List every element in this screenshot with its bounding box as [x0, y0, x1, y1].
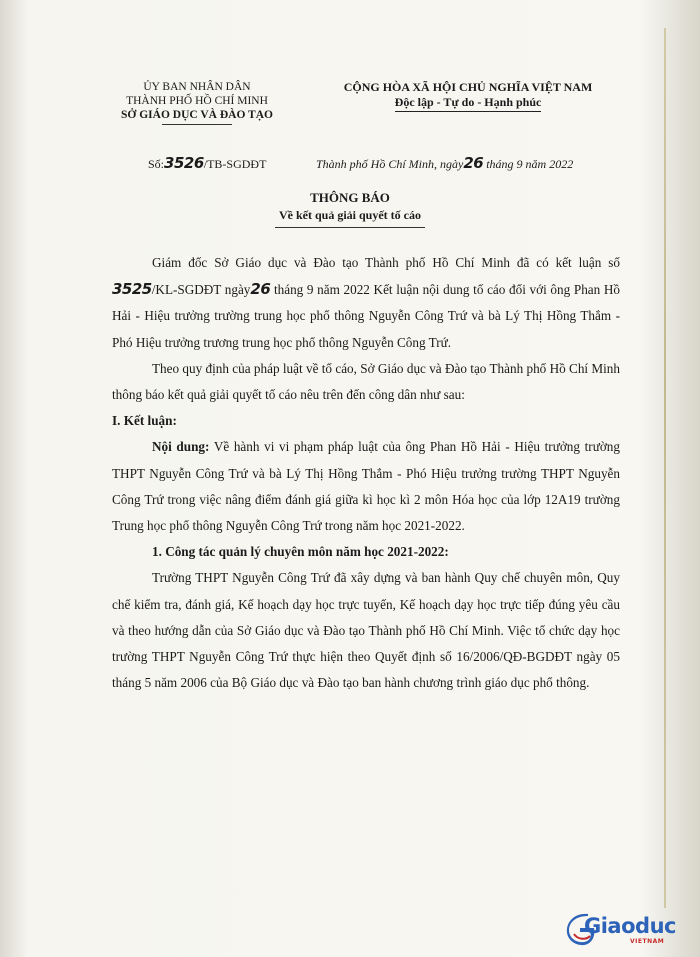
national-name: CỘNG HÒA XÃ HỘI CHỦ NGHĨA VIỆT NAM	[343, 80, 593, 94]
place-date	[316, 154, 573, 172]
document-body	[112, 250, 620, 696]
content-text: Về hành vi vi phạm pháp luật của ông Phan Hồ Hải - Hiệu trưởng trường THPT Nguyễn Công Trứ và bà Lý Thị Hồng Thắm - Phó Hiệu trưởng trường THPT Nguyễn Công Trứ trong việc nâng điểm đánh giá giữa kì học kì 2 môn Hóa học của lớp 12A19 trường Trung học phổ thông Nguyễn Công Trứ trong năm học 2021-2022.	[112, 439, 620, 534]
content-label: Nội dung:	[152, 439, 210, 455]
doc-number-prefix: Số:	[148, 157, 165, 171]
subsection-heading-1: 1. Công tác quản lý chuyên môn năm học 2021-2022:	[152, 544, 449, 560]
p1-handwritten-number: 3525	[112, 280, 152, 299]
place-date-after: tháng 9 năm 2022	[486, 157, 574, 171]
p1-mid: /KL-SGDĐT ngày	[151, 282, 251, 298]
watermark-sub: VIETNAM	[630, 938, 665, 945]
subtitle-text: Về kết quả giải quyết tố cáo	[279, 208, 421, 222]
national-motto: Độc lập - Tự do - Hạnh phúc	[395, 95, 542, 112]
paragraph-1	[112, 250, 620, 356]
p1-handwritten-day: 26	[250, 280, 271, 299]
document-number	[148, 154, 266, 172]
page-edge-line	[664, 28, 666, 908]
issuing-authority	[102, 80, 292, 125]
p1-line1: Giám đốc Sở Giáo dục và Đào tạo Thành phố Hồ Chí Minh đã có kết luận số	[152, 255, 620, 270]
paragraph-3: Trường THPT Nguyễn Công Trứ đã xây dựng và ban hành Quy chế chuyên môn, Quy chế kiểm tra, đánh giá, Kế hoạch dạy học trực tuyến, Kế hoạch dạy học trực tiếp đúng yêu cầu và theo hướng dẫn của Sở Giáo dục và Đào tạo Thành phố Hồ Chí Minh. Việc tổ chức dạy học trường THPT Nguyễn Công Trứ thực hiện theo Quyết định số 16/2006/QĐ-BGDĐT ngày 05 tháng 5 năm 2006 của Bộ Giáo dục và Đào tạo ban hành chương trình giáo dục phổ thông.	[112, 570, 620, 691]
paragraph-2: Theo quy định của pháp luật về tố cáo, Sở Giáo dục và Đào tạo Thành phố Hồ Chí Minh thông báo kết quả giải quyết tố cáo nêu trên đến công dân như sau:	[112, 360, 620, 403]
authority-line-2: THÀNH PHỐ HỒ CHÍ MINH	[126, 95, 268, 107]
place-date-before: Thành phố Hồ Chí Minh, ngày	[316, 157, 464, 171]
national-title	[312, 80, 624, 112]
p1-rest: tháng 9 năm 2022 Kết luận nội dung tố cáo đối với ông Phan Hồ Hải - Hiệu trưởng trường trung học phổ thông Nguyễn Công Trứ và bà Lý Thị Hồng Thắm - Phó Hiệu trưởng trương trung học phổ thông Nguyễn Công Trứ.	[112, 282, 621, 350]
doc-number-suffix: /TB-SGDĐT	[203, 157, 267, 171]
paragraph-content	[112, 434, 620, 539]
section-heading-conclusion: I. Kết luận:	[112, 413, 177, 429]
document-header	[0, 80, 700, 140]
document-title: THÔNG BÁO	[310, 190, 390, 205]
watermark-logo	[566, 912, 690, 948]
authority-line-1: ỦY BAN NHÂN DÂN	[143, 81, 251, 93]
place-date-day: 26	[463, 154, 484, 172]
authority-underline	[162, 124, 232, 125]
watermark-brand: Giaoduc	[584, 914, 676, 938]
subtitle-underline	[275, 227, 425, 228]
authority-line-3: SỞ GIÁO DỤC VÀ ĐÀO TẠO	[121, 109, 273, 121]
document-subtitle	[0, 208, 700, 228]
doc-number-handwritten: 3526	[164, 154, 204, 172]
